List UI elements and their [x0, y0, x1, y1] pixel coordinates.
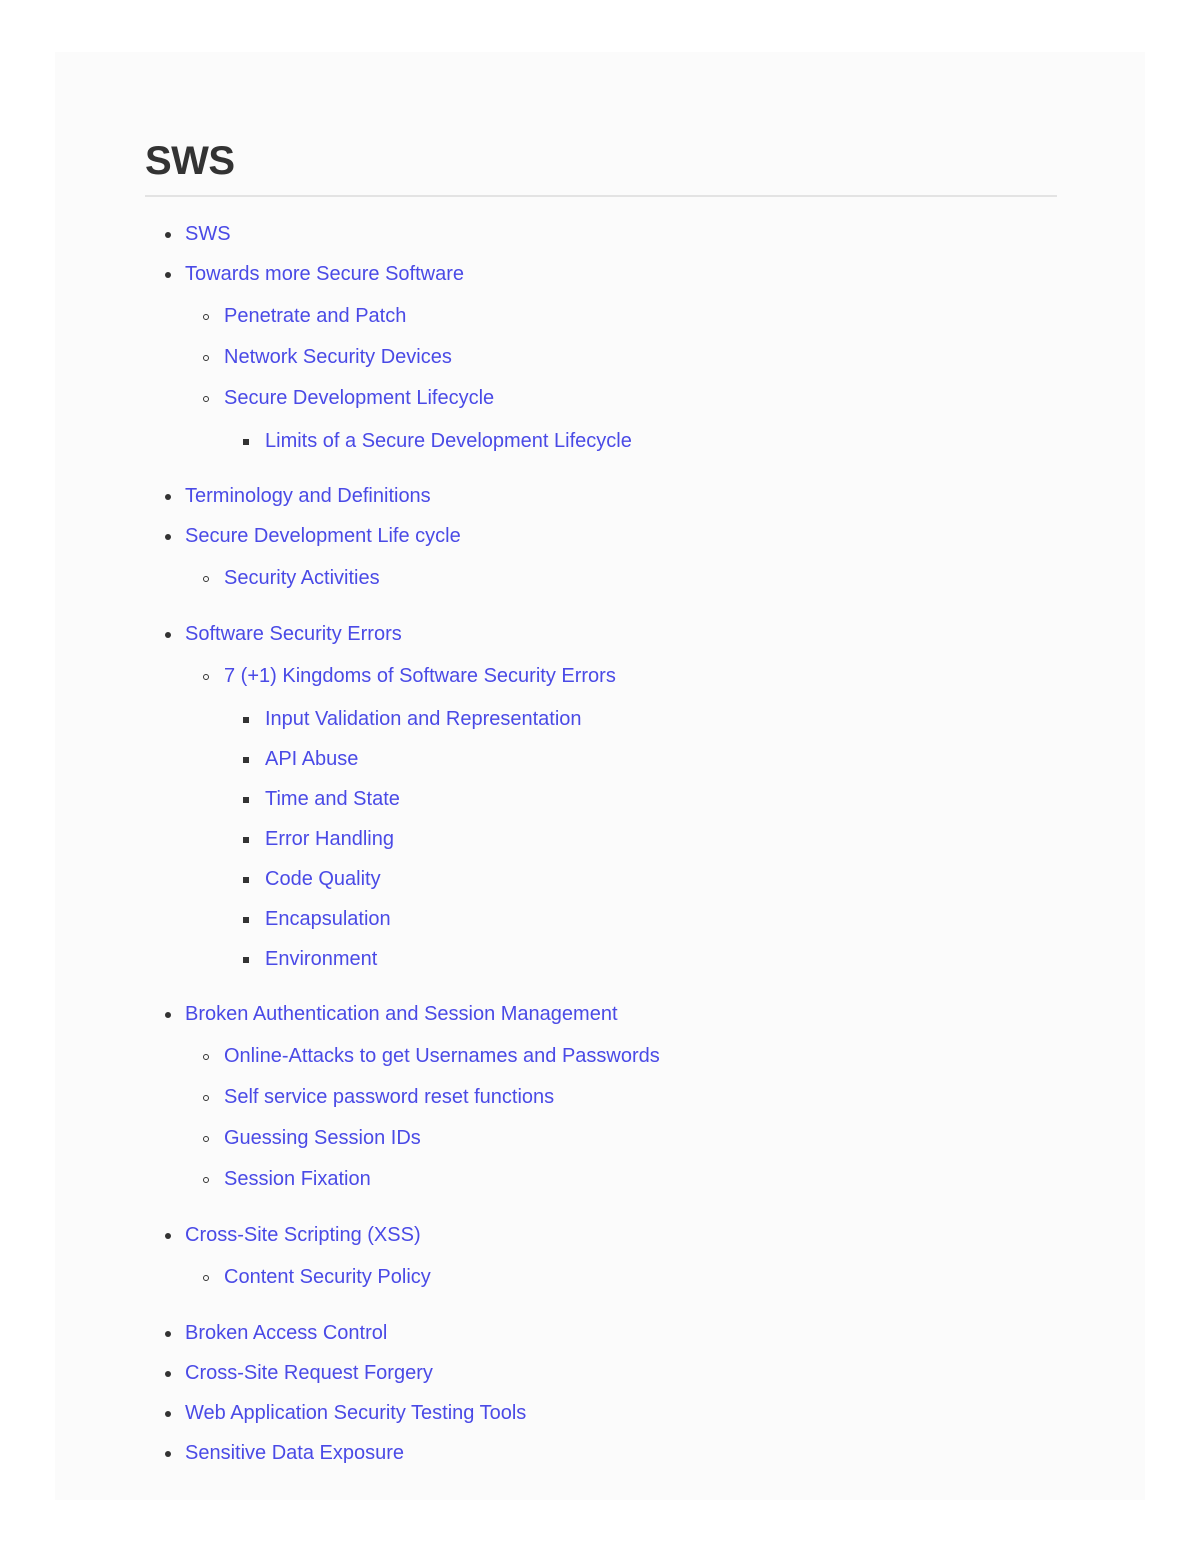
circle-bullet-icon: [203, 1177, 209, 1183]
disc-bullet-icon: [165, 272, 171, 278]
square-bullet-icon: [243, 797, 249, 803]
toc-link[interactable]: Penetrate and Patch: [224, 305, 407, 327]
toc-subsubitem: [145, 704, 1057, 744]
toc-link[interactable]: Cross-Site Request Forgery: [185, 1362, 433, 1384]
toc-item: [145, 999, 1057, 1039]
disc-bullet-icon: [165, 1233, 171, 1239]
toc-subsubitem: [145, 904, 1057, 944]
disc-bullet-icon: [165, 494, 171, 500]
toc-link[interactable]: Software Security Errors: [185, 623, 402, 645]
disc-bullet-icon: [165, 1331, 171, 1337]
toc-link[interactable]: Guessing Session IDs: [224, 1127, 421, 1149]
toc-subitem: [145, 1041, 1057, 1082]
disc-bullet-icon: [165, 232, 171, 238]
circle-bullet-icon: [203, 396, 209, 402]
toc-link[interactable]: Self service password reset functions: [224, 1086, 555, 1108]
toc-subitem: [145, 1164, 1057, 1205]
toc-link[interactable]: Content Security Policy: [224, 1266, 431, 1288]
toc-item: [145, 219, 1057, 259]
toc-item: [145, 1318, 1057, 1358]
disc-bullet-icon: [165, 1012, 171, 1018]
toc-item: [145, 1398, 1057, 1438]
circle-bullet-icon: [203, 1095, 209, 1101]
disc-bullet-icon: [165, 1411, 171, 1417]
toc-link[interactable]: Broken Authentication and Session Management: [185, 1003, 618, 1025]
document-content: [145, 138, 1057, 1478]
toc-link[interactable]: Security Activities: [224, 567, 380, 589]
toc-link[interactable]: Terminology and Definitions: [185, 485, 431, 507]
toc-link[interactable]: Secure Development Lifecycle: [224, 387, 495, 409]
toc-subitem: [145, 342, 1057, 383]
disc-bullet-icon: [165, 1451, 171, 1457]
toc-link[interactable]: Network Security Devices: [224, 346, 452, 368]
toc-item: [145, 259, 1057, 299]
toc-subsubitem: [145, 824, 1057, 864]
circle-bullet-icon: [203, 314, 209, 320]
disc-bullet-icon: [165, 632, 171, 638]
toc-item: [145, 1220, 1057, 1260]
square-bullet-icon: [243, 717, 249, 723]
circle-bullet-icon: [203, 674, 209, 680]
toc-subsubitem: [145, 784, 1057, 824]
disc-bullet-icon: [165, 534, 171, 540]
toc-link[interactable]: Environment: [265, 948, 378, 970]
toc-item: [145, 1358, 1057, 1398]
toc-link[interactable]: Encapsulation: [265, 908, 391, 930]
toc-subsubitem: [145, 426, 1057, 466]
circle-bullet-icon: [203, 1275, 209, 1281]
toc-link[interactable]: Limits of a Secure Development Lifecycle: [265, 430, 632, 452]
circle-bullet-icon: [203, 576, 209, 582]
page-title: SWS: [145, 139, 235, 183]
toc-link[interactable]: Cross-Site Scripting (XSS): [185, 1224, 421, 1246]
toc-link[interactable]: Session Fixation: [224, 1168, 371, 1190]
title-divider: [145, 195, 1057, 197]
circle-bullet-icon: [203, 355, 209, 361]
toc-subitem: [145, 383, 1057, 424]
toc-item: [145, 1438, 1057, 1478]
toc-subsubitem: [145, 944, 1057, 984]
toc-subsubitem: [145, 864, 1057, 904]
toc-subitem: [145, 1123, 1057, 1164]
toc-item: [145, 521, 1057, 561]
circle-bullet-icon: [203, 1054, 209, 1060]
toc-subsubitem: [145, 744, 1057, 784]
toc-item: [145, 481, 1057, 521]
toc-subitem: [145, 661, 1057, 702]
toc-link[interactable]: Online-Attacks to get Usernames and Passwords: [224, 1045, 660, 1067]
square-bullet-icon: [243, 757, 249, 763]
toc-item: [145, 619, 1057, 659]
square-bullet-icon: [243, 917, 249, 923]
toc-subitem: [145, 1262, 1057, 1303]
toc-link[interactable]: Towards more Secure Software: [185, 263, 465, 285]
toc-link[interactable]: API Abuse: [265, 748, 359, 770]
toc-subitem: [145, 1082, 1057, 1123]
square-bullet-icon: [243, 877, 249, 883]
toc-link[interactable]: Error Handling: [265, 828, 394, 850]
toc-link[interactable]: Code Quality: [265, 868, 381, 890]
toc-link[interactable]: Sensitive Data Exposure: [185, 1442, 405, 1464]
toc-subitem: [145, 563, 1057, 604]
toc-link[interactable]: SWS: [185, 223, 231, 245]
toc-link[interactable]: Web Application Security Testing Tools: [185, 1402, 527, 1424]
toc-link[interactable]: Broken Access Control: [185, 1322, 388, 1344]
circle-bullet-icon: [203, 1136, 209, 1142]
toc-link[interactable]: Secure Development Life cycle: [185, 525, 461, 547]
square-bullet-icon: [243, 957, 249, 963]
disc-bullet-icon: [165, 1371, 171, 1377]
table-of-contents: [145, 219, 1057, 1478]
square-bullet-icon: [243, 837, 249, 843]
toc-link[interactable]: Input Validation and Representation: [265, 708, 582, 730]
toc-link[interactable]: 7 (+1) Kingdoms of Software Security Errors: [224, 665, 616, 687]
toc-subitem: [145, 301, 1057, 342]
toc-link[interactable]: Time and State: [265, 788, 400, 810]
square-bullet-icon: [243, 439, 249, 445]
